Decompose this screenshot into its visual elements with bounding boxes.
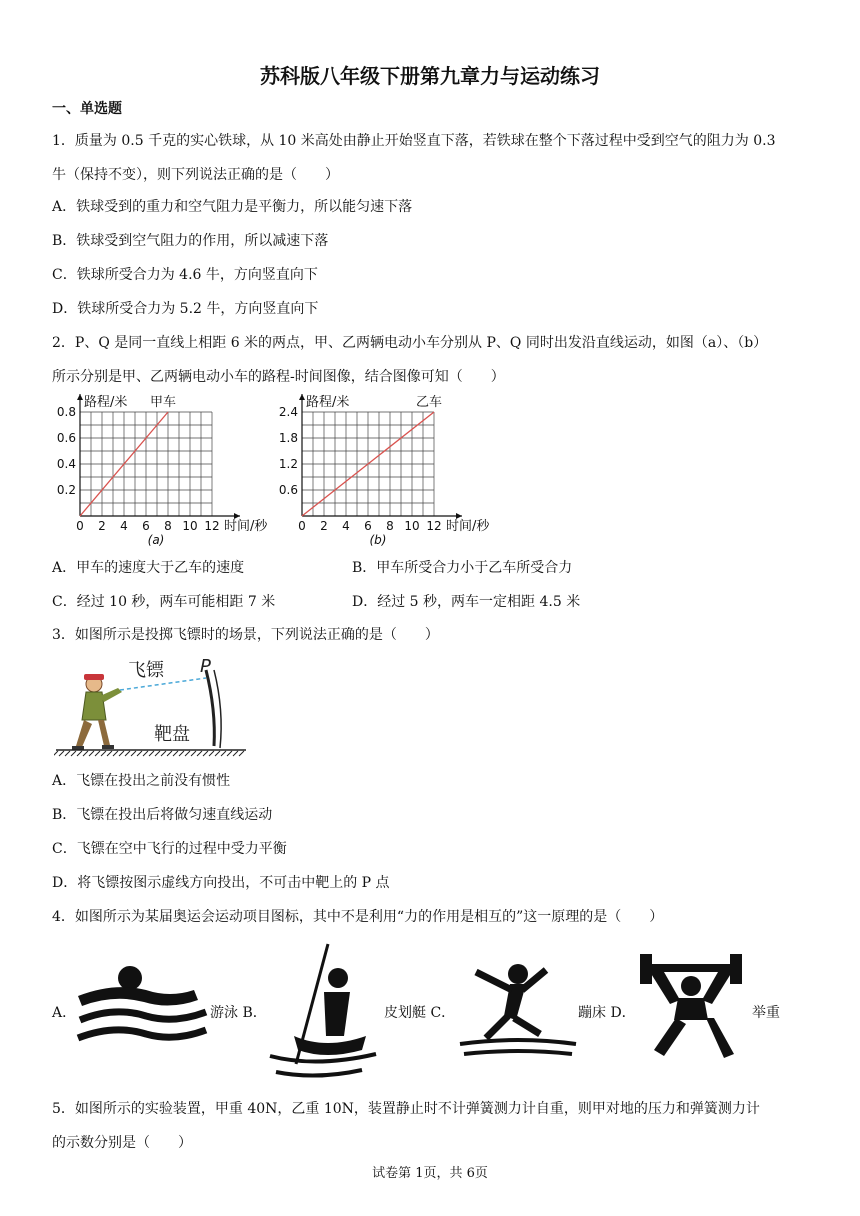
ground-hatch bbox=[161, 751, 166, 756]
ground-hatch bbox=[89, 751, 94, 756]
section-heading: 一、单选题 bbox=[52, 101, 122, 117]
series-title: 乙车 bbox=[416, 395, 443, 410]
x-tick-label: 12 bbox=[426, 519, 442, 533]
x-tick-label: 4 bbox=[120, 519, 128, 533]
ground-hatch bbox=[233, 751, 238, 756]
x-axis-label: 时间/秒 bbox=[446, 519, 490, 534]
chart-caption: (a) bbox=[147, 533, 165, 547]
ground-hatch bbox=[191, 751, 196, 756]
q2-option-b: B．甲车所受合力小于乙车所受合力 bbox=[352, 560, 573, 576]
y-tick-label: 0.2 bbox=[56, 483, 76, 497]
chart-jia-car bbox=[44, 388, 280, 548]
ground-hatch bbox=[59, 751, 64, 756]
ground-hatch bbox=[83, 751, 88, 756]
ground-hatch bbox=[71, 751, 76, 756]
q1-option-d: D．铁球所受合力为 5.2 牛，方向竖直向下 bbox=[52, 301, 319, 317]
ground-hatch bbox=[179, 751, 184, 756]
point-p-label: P bbox=[200, 656, 211, 677]
x-tick-label: 0 bbox=[76, 519, 84, 533]
ground-hatch bbox=[107, 751, 112, 756]
ground-hatch bbox=[143, 751, 148, 756]
ground-hatch bbox=[119, 751, 124, 756]
ground-hatch bbox=[125, 751, 130, 756]
ground-hatch bbox=[95, 751, 100, 756]
q4-option-b-name: 皮划艇 C． bbox=[384, 1005, 456, 1021]
ground-hatch bbox=[239, 751, 244, 756]
q3-option-a: A．飞镖在投出之前没有惯性 bbox=[52, 773, 231, 789]
series-title: 甲车 bbox=[150, 395, 177, 410]
ground-hatch bbox=[77, 751, 82, 756]
q4-option-a-name: 游泳 B． bbox=[210, 1005, 267, 1021]
y-tick-label: 0.6 bbox=[56, 431, 76, 445]
y-tick-label: 0.6 bbox=[278, 483, 298, 497]
q2-option-d: D．经过 5 秒，两车一定相距 4.5 米 bbox=[352, 594, 581, 610]
y-axis-arrow bbox=[299, 394, 305, 400]
x-tick-label: 8 bbox=[386, 519, 394, 533]
y-tick-label: 0.8 bbox=[56, 405, 76, 419]
ground-hatch bbox=[137, 751, 142, 756]
q2-option-c: C．经过 10 秒，两车可能相距 7 米 bbox=[52, 594, 276, 610]
x-tick-label: 10 bbox=[182, 519, 198, 533]
x-tick-label: 6 bbox=[142, 519, 150, 533]
x-tick-label: 2 bbox=[320, 519, 328, 533]
weightlifting-pictogram bbox=[636, 950, 746, 1062]
ground-hatch bbox=[54, 751, 58, 756]
dart-throw-figure bbox=[54, 650, 250, 758]
x-tick-label: 12 bbox=[204, 519, 220, 533]
q1-option-a: A．铁球受到的重力和空气阻力是平衡力，所以能匀速下落 bbox=[52, 199, 413, 215]
swimming-pictogram bbox=[74, 960, 214, 1050]
ground-hatch bbox=[149, 751, 154, 756]
ground-hatch bbox=[155, 751, 160, 756]
page-footer: 试卷第 1页，共 6页 bbox=[372, 1166, 488, 1181]
q4-stem: 4．如图所示为某届奥运会运动项目图标，其中不是利用“力的作用是相互的”这一原理的是（ ） bbox=[52, 909, 664, 925]
q5-stem-line1: 5．如图所示的实验装置，甲重 40N，乙重 10N，装置静止时不计弹簧测力计自重，则甲对地的压力和弹簧测力计 bbox=[52, 1101, 760, 1117]
ground-hatch bbox=[65, 751, 70, 756]
q2-stem-line1: 2．P、Q 是同一直线上相距 6 米的两点，甲、乙两辆电动小车分别从 P、Q 同时出发沿直线运动，如图（a）、（b） bbox=[52, 335, 768, 351]
y-axis-label: 路程/米 bbox=[306, 395, 350, 410]
trampoline-pictogram bbox=[456, 960, 580, 1060]
ground-hatch bbox=[197, 751, 202, 756]
q1-stem-line2: 牛（保持不变），则下列说法正确的是（ ） bbox=[52, 167, 339, 183]
x-tick-label: 4 bbox=[342, 519, 350, 533]
y-axis-label: 路程/米 bbox=[84, 395, 128, 410]
target-label: 靶盘 bbox=[154, 724, 190, 745]
ground-hatch bbox=[167, 751, 172, 756]
q3-stem: 3．如图所示是投掷飞镖时的场景，下列说法正确的是（ ） bbox=[52, 627, 439, 643]
thrower-figure bbox=[72, 674, 122, 750]
q2-stem-line2: 所示分别是甲、乙两辆电动小车的路程-时间图像，结合图像可知（ ） bbox=[52, 369, 505, 385]
chart-yi-car bbox=[266, 388, 506, 548]
x-tick-label: 2 bbox=[98, 519, 106, 533]
x-tick-label: 8 bbox=[164, 519, 172, 533]
ground-hatch bbox=[221, 751, 226, 756]
x-tick-label: 10 bbox=[404, 519, 420, 533]
y-axis-arrow bbox=[77, 394, 83, 400]
ground-hatch bbox=[209, 751, 214, 756]
y-tick-label: 0.4 bbox=[56, 457, 76, 471]
ground-hatch bbox=[173, 751, 178, 756]
ground-hatch bbox=[101, 751, 106, 756]
q3-option-d: D．将飞镖按图示虚线方向投出，不可击中靶上的 P 点 bbox=[52, 875, 390, 891]
dart-label: 飞镖 bbox=[128, 660, 164, 681]
ground-hatch bbox=[227, 751, 232, 756]
q4-option-a-label: A． bbox=[52, 1005, 77, 1021]
ground-hatch bbox=[131, 751, 136, 756]
x-tick-label: 0 bbox=[298, 519, 306, 533]
ground-hatch bbox=[113, 751, 118, 756]
chart-caption: (b) bbox=[369, 533, 387, 547]
x-tick-label: 6 bbox=[364, 519, 372, 533]
q2-option-a: A．甲车的速度大于乙车的速度 bbox=[52, 560, 245, 576]
q3-option-b: B．飞镖在投出后将做匀速直线运动 bbox=[52, 807, 273, 823]
q1-option-b: B．铁球受到空气阻力的作用，所以减速下落 bbox=[52, 233, 329, 249]
y-tick-label: 1.2 bbox=[278, 457, 298, 471]
y-tick-label: 1.8 bbox=[278, 431, 298, 445]
q1-option-c: C．铁球所受合力为 4.6 牛，方向竖直向下 bbox=[52, 267, 318, 283]
ground-hatch bbox=[215, 751, 220, 756]
canoe-pictogram bbox=[266, 940, 386, 1080]
target-board bbox=[206, 670, 214, 746]
q3-option-c: C．飞镖在空中飞行的过程中受力平衡 bbox=[52, 841, 287, 857]
page-title: 苏科版八年级下册第九章力与运动练习 bbox=[260, 64, 600, 88]
x-axis-label: 时间/秒 bbox=[224, 519, 268, 534]
q5-stem-line2: 的示数分别是（ ） bbox=[52, 1135, 192, 1151]
q4-option-c-name: 蹦床 D． bbox=[578, 1005, 636, 1021]
ground-hatch bbox=[185, 751, 190, 756]
q4-option-d-name: 举重 bbox=[752, 1005, 780, 1021]
ground-hatch bbox=[203, 751, 208, 756]
q1-stem-line1: 1．质量为 0.5 千克的实心铁球，从 10 米高处由静止开始竖直下落，若铁球在整个下落过程中受到空气的阻力为 0.3 bbox=[52, 133, 776, 149]
y-tick-label: 2.4 bbox=[278, 405, 298, 419]
